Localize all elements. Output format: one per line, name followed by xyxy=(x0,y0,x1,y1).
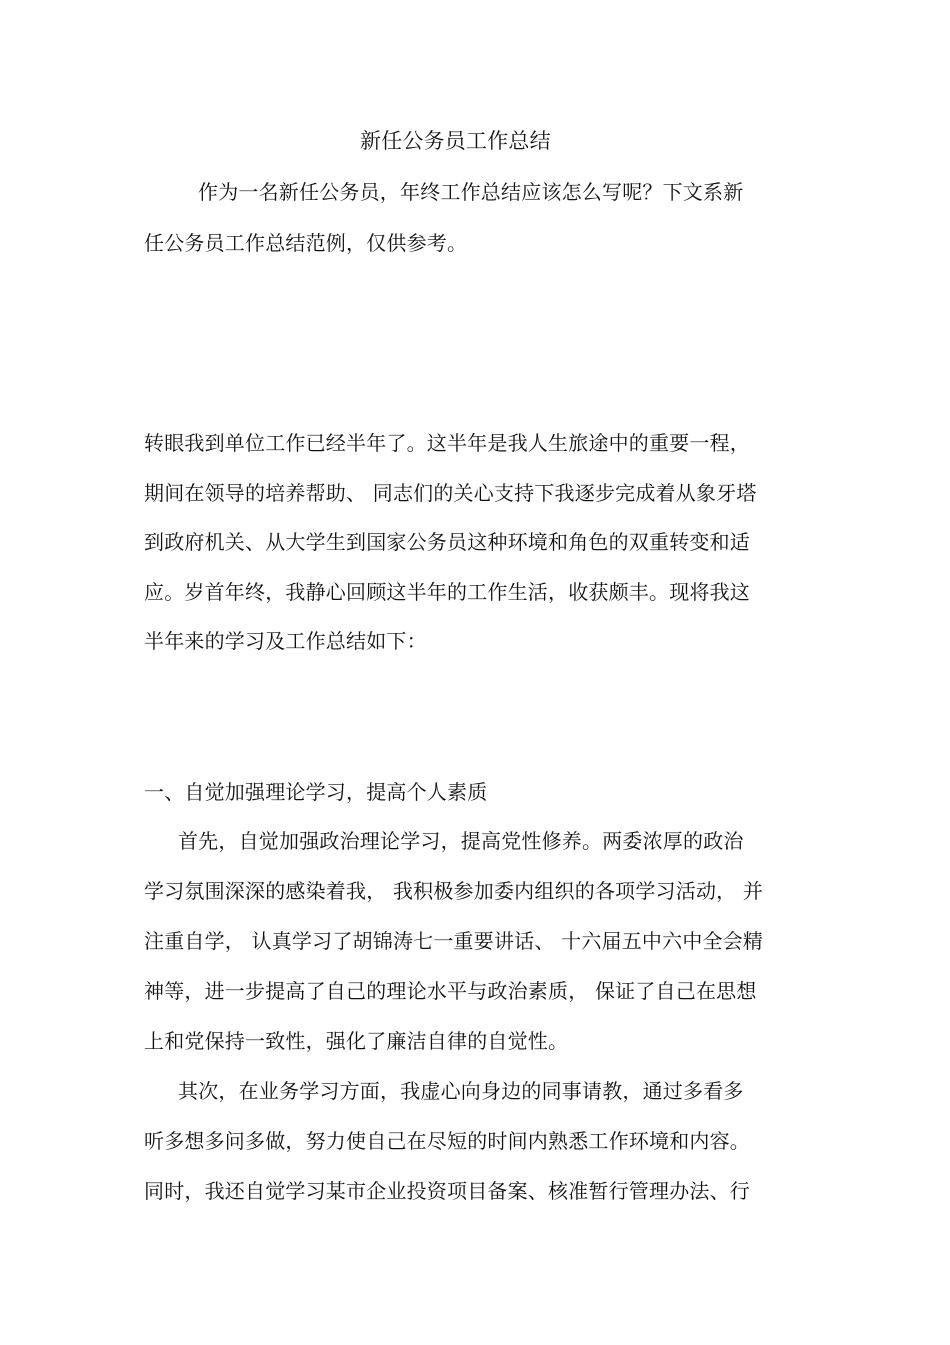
section-paragraph-2-line-3: 同时，我还自觉学习某市企业投资项目备案、核准暂行管理办法、行 xyxy=(144,1179,750,1203)
section-paragraph-1-line-3: 注重自学， 认真学习了胡锦涛七一重要讲话、 十六届五中六中全会精 xyxy=(144,929,764,953)
intro-line-2: 任公务员工作总结范例，仅供参考。 xyxy=(144,231,468,255)
opening-line-5: 半年来的学习及工作总结如下： xyxy=(144,629,427,653)
intro-line-1: 作为一名新任公务员，年终工作总结应该怎么写呢？下文系新 xyxy=(198,180,744,204)
document-title: 新任公务员工作总结 xyxy=(360,129,551,153)
opening-line-3: 到政府机关、从大学生到国家公务员这种环境和角色的双重转变和适 xyxy=(144,530,750,554)
section-paragraph-1-line-4: 神等，进一步提高了自己的理论水平与政治素质， 保证了自己在思想 xyxy=(144,979,757,1003)
opening-line-4: 应。岁首年终，我静心回顾这半年的工作生活，收获颇丰。现将我这 xyxy=(144,580,750,604)
section-paragraph-2-line-2: 听多想多问多做，努力使自己在尽短的时间内熟悉工作环境和内容。 xyxy=(144,1129,750,1153)
opening-line-1: 转眼我到单位工作已经半年了。这半年是我人生旅途中的重要一程， xyxy=(144,431,750,455)
section-paragraph-1-line-2: 学习氛围深深的感染着我， 我积极参加委内组织的各项学习活动， 并 xyxy=(144,879,764,903)
section-paragraph-2-line-1: 其次，在业务学习方面，我虚心向身边的同事请教，通过多看多 xyxy=(178,1079,744,1103)
section-heading: 一、自觉加强理论学习，提高个人素质 xyxy=(144,780,488,804)
opening-line-2: 期间在领导的培养帮助、 同志们的关心支持下我逐步完成着从象牙塔 xyxy=(144,481,757,505)
section-paragraph-1-line-5: 上和党保持一致性，强化了廉洁自律的自觉性。 xyxy=(144,1029,569,1053)
section-paragraph-1-line-1: 首先，自觉加强政治理论学习，提高党性修养。两委浓厚的政治 xyxy=(178,829,744,853)
